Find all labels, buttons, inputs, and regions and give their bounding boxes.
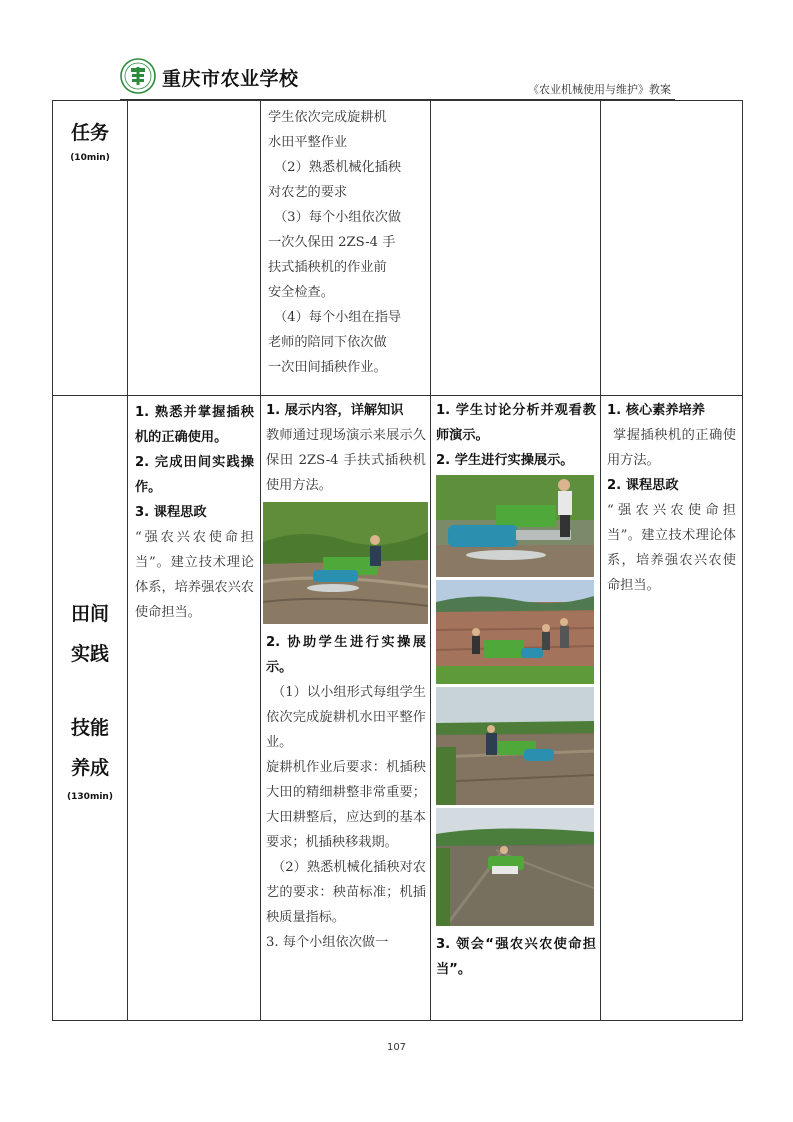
text-line: （4）每个小组在指导: [274, 310, 402, 325]
text-line: 扶式插秧机的作业前: [268, 260, 387, 275]
text-line: （2）熟悉机械化插秧: [274, 160, 402, 175]
text-line: 安全检查。: [268, 285, 334, 300]
design-intent-cell: [601, 396, 743, 1021]
text-line: 老师的陪同下依次做: [268, 335, 387, 350]
teacher-step-2-title: 2. 协助学生进行实操展示。: [266, 635, 426, 675]
teacher-step-2-p2: 旋耕机作业后要求：机插秧大田的精细耕整非常重要；大田耕整后，应达到的基本要求；机插秧移栽期。: [266, 760, 426, 850]
student-activity-cell: [431, 101, 601, 396]
teacher-step-1-text: 教师通过现场演示来展示久保田 2ZS-4 手扶式插秧机使用方法。: [266, 428, 426, 493]
stage-name: 技能: [70, 717, 109, 739]
teacher-step-2-p3: （2）熟悉机械化插秧对农艺的要求：秧苗标准；机插秧质量指标。: [266, 860, 426, 925]
table-row: [53, 396, 743, 1021]
teacher-step-2-p1: （1）以小组形式每组学生依次完成旋耕机水田平整作业。: [266, 685, 426, 750]
goals-cell: [128, 101, 261, 396]
goal-3-text: “强农兴农使命担当”。建立技术理论体系，培养强农兴农使命担当。: [135, 530, 254, 620]
teacher-activity-cell: [261, 101, 431, 396]
design-1-title: 1. 核心素养培养: [607, 403, 705, 418]
goal-2: 2. 完成田间实践操作。: [135, 455, 254, 495]
goals-cell: [128, 396, 261, 1021]
stage-cell-field-practice: [53, 396, 128, 1021]
text-line: 学生依次完成旋耕机: [268, 110, 387, 125]
text-line: 一次田间插秧作业。: [268, 360, 387, 375]
teacher-activity-cell: [261, 396, 431, 1021]
photo-student-field: [436, 808, 594, 926]
text-line: 水田平整作业: [268, 135, 348, 150]
stage-duration: (10min): [70, 153, 110, 163]
student-activity-cell: [431, 396, 601, 1021]
table-row: [53, 101, 743, 396]
school-logo: [120, 58, 156, 94]
student-step-2: 2. 学生进行实操展示。: [436, 453, 574, 468]
teacher-step-2-p4: 3. 每个小组依次做一: [266, 935, 389, 950]
stage-name: 任务: [70, 122, 109, 144]
photo-student-loading: [436, 475, 594, 577]
stage-name: 实践: [70, 643, 109, 665]
page-number: 107: [386, 1042, 407, 1053]
text-line: 一次久保田 2ZS-4 手: [268, 235, 396, 250]
design-2-title: 2. 课程思政: [607, 478, 679, 493]
page-header: [120, 55, 675, 101]
document-title: 《农业机械使用与维护》教案: [528, 83, 671, 96]
design-1-text: 掌握插秧机的正确使用方法。: [607, 428, 736, 468]
student-step-3: 3. 领会“强农兴农使命担当”。: [436, 937, 596, 977]
stage-duration: (130min): [67, 792, 113, 802]
teacher-step-1-title: 1. 展示内容，详解知识: [266, 403, 404, 418]
goal-3-title: 3. 课程思政: [135, 505, 207, 520]
stage-name: 养成: [70, 757, 109, 779]
school-name: 重庆市农业学校: [162, 68, 299, 90]
goal-1: 1. 熟悉并掌握插秧机的正确使用。: [135, 405, 254, 445]
stage-cell-task: [53, 101, 128, 396]
photo-student-operating: [436, 687, 594, 805]
text-line: （3）每个小组依次做: [274, 210, 402, 225]
stage-name: 田间: [70, 603, 109, 625]
lesson-plan-table: [52, 100, 743, 1021]
student-step-1: 1. 学生讨论分析并观看教师演示。: [436, 403, 596, 443]
photo-student-group: [436, 580, 594, 684]
text-line: 对农艺的要求: [268, 185, 348, 200]
design-intent-cell: [601, 101, 743, 396]
photo-teacher-demo: [263, 502, 428, 624]
design-2-text: “强农兴农使命担当”。建立技术理论体系，培养强农兴农使命担当。: [607, 503, 736, 593]
